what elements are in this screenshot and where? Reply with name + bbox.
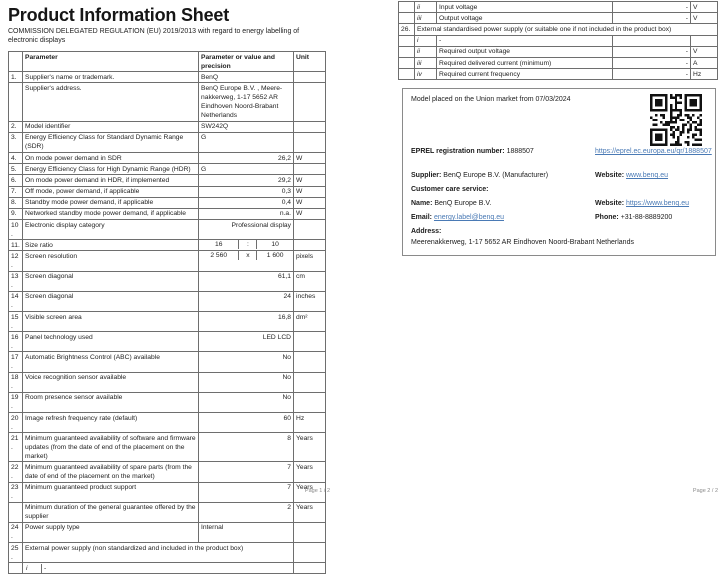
parameter-cell: Supplier's name or trademark. xyxy=(23,72,199,83)
value-cell: LED LCD xyxy=(199,332,294,352)
unit-cell: Years xyxy=(294,433,326,462)
table-row xyxy=(9,372,326,392)
parameter-cell: Voice recognition sensor available xyxy=(23,372,199,392)
table-row xyxy=(9,197,326,208)
website-label-1: Website: xyxy=(595,172,625,179)
row-number-cell: 10. xyxy=(9,220,23,240)
row-number-cell xyxy=(399,13,415,24)
page-title: Product Information Sheet xyxy=(8,5,230,25)
split-value-3: 1 600 xyxy=(266,252,284,260)
row-number-cell: 13. xyxy=(9,271,23,291)
row-number-cell: 9. xyxy=(9,208,23,219)
table-row xyxy=(399,35,718,46)
unit-cell xyxy=(691,35,718,46)
unit-cell xyxy=(294,72,326,83)
unit-cell: pixels xyxy=(294,251,326,271)
unit-cell xyxy=(294,392,326,412)
value-cell xyxy=(613,35,691,46)
row-number-cell xyxy=(399,2,415,13)
row-number-cell: 22. xyxy=(9,462,23,482)
unit-cell xyxy=(294,83,326,121)
table-row xyxy=(9,164,326,175)
table-row xyxy=(9,83,326,121)
unit-cell: cm xyxy=(294,271,326,291)
row-number-cell: 1. xyxy=(9,72,23,83)
table-row xyxy=(9,312,326,332)
parameter-cell: Screen resolution xyxy=(23,251,199,271)
row-number-cell xyxy=(399,69,415,80)
phone-label: Phone: xyxy=(595,214,619,221)
row-number-cell: 23. xyxy=(9,482,23,502)
unit-cell xyxy=(294,352,326,372)
value-split-cell xyxy=(199,240,294,251)
parameter-cell: Power supply type xyxy=(23,522,199,542)
row-number-cell: 12. xyxy=(9,251,23,271)
phone-value: +31-88-8889200 xyxy=(620,214,673,221)
table-row xyxy=(9,352,326,372)
parameter-cell: On mode power demand in SDR xyxy=(23,152,199,163)
table-row xyxy=(9,208,326,219)
unit-cell: Years xyxy=(294,502,326,522)
unit-cell: V xyxy=(691,46,718,57)
unit-cell xyxy=(294,522,326,542)
row-number-cell: 4. xyxy=(9,152,23,163)
unit-cell xyxy=(294,372,326,392)
table-row xyxy=(9,251,326,271)
row-number-cell: 6. xyxy=(9,175,23,186)
table-row xyxy=(9,522,326,542)
span-text-cell: External power supply (non standardized and included in the product box) xyxy=(23,543,294,563)
parameter-cell: Required delivered current (minimum) xyxy=(437,57,613,68)
unit-cell xyxy=(294,240,326,251)
value-cell: No xyxy=(199,372,294,392)
row-number-cell xyxy=(9,83,23,121)
sub-numeral: i xyxy=(25,564,42,573)
email-line xyxy=(411,214,504,221)
table-row xyxy=(399,46,718,57)
row-number-cell xyxy=(399,57,415,68)
unit-cell: Hz xyxy=(294,412,326,432)
table-row xyxy=(399,69,718,80)
table-row xyxy=(9,502,326,522)
eprel-registration-line xyxy=(411,148,534,155)
sub-numeral-cell: ii xyxy=(415,46,437,57)
split-value-2: : xyxy=(238,240,257,249)
care-name-line xyxy=(411,200,491,207)
unit-cell xyxy=(294,121,326,132)
value-cell: 0,3 xyxy=(199,186,294,197)
row-number-cell: 26. xyxy=(399,24,415,35)
unit-cell: V xyxy=(691,13,718,24)
sub-numeral-cell: i xyxy=(415,35,437,46)
eprel-link[interactable]: https://eprel.ec.europa.eu/qr/1888507 xyxy=(595,148,712,155)
customer-care-heading: Customer care service: xyxy=(411,186,489,193)
row-number-cell: 8. xyxy=(9,197,23,208)
supplier-line xyxy=(411,172,548,179)
parameter-cell: Energy Efficiency Class for Standard Dynamic Range (SDR) xyxy=(23,132,199,152)
value-cell: - xyxy=(613,46,691,57)
value-cell: n.a. xyxy=(199,208,294,219)
row-number-cell: 15. xyxy=(9,312,23,332)
parameter-cell: Minimum guaranteed availability of software and firmware updates (from the date of end of the placement on the market) xyxy=(23,433,199,462)
table-row xyxy=(9,220,326,240)
website-link-1[interactable]: www.benq.eu xyxy=(626,172,669,179)
unit-cell xyxy=(294,132,326,152)
parameter-cell: Electronic display category xyxy=(23,220,199,240)
value-cell: BenQ xyxy=(199,72,294,83)
table-row xyxy=(9,132,326,152)
page-number-left: Page 1 / 2 xyxy=(304,488,330,494)
table-row xyxy=(9,72,326,83)
parameter-cell: Image refresh frequency rate (default) xyxy=(23,412,199,432)
website-label-2: Website: xyxy=(595,200,625,207)
parameter-cell: Required current frequency xyxy=(437,69,613,80)
value-cell: 24 xyxy=(199,291,294,311)
row-number-cell: 19. xyxy=(9,392,23,412)
website-link-2[interactable]: https://www.benq.eu xyxy=(626,200,690,207)
parameter-cell: Minimum guaranteed product support xyxy=(23,482,199,502)
parameter-cell: On mode power demand in HDR, if implemented xyxy=(23,175,199,186)
parameter-cell: Model identifier xyxy=(23,121,199,132)
parameter-cell: Room presence sensor available xyxy=(23,392,199,412)
unit-cell xyxy=(294,563,326,574)
row-number-cell: 16. xyxy=(9,332,23,352)
value-cell: - xyxy=(613,2,691,13)
unit-cell: dm² xyxy=(294,312,326,332)
value-cell: 8 xyxy=(199,433,294,462)
unit-cell xyxy=(294,220,326,240)
row-number-cell: 3. xyxy=(9,132,23,152)
parameter-cell: Screen diagonal xyxy=(23,291,199,311)
qr-code-icon xyxy=(650,94,702,146)
table-row xyxy=(399,57,718,68)
unit-cell: A xyxy=(691,57,718,68)
table-row xyxy=(399,2,718,13)
parameter-cell: Standby mode power demand, if applicable xyxy=(23,197,199,208)
parameter-cell: Minimum guaranteed availability of spare parts (from the date of end of the placement on the market) xyxy=(23,462,199,482)
value-cell: 29,2 xyxy=(199,175,294,186)
row-number-cell: 20. xyxy=(9,412,23,432)
unit-cell: W xyxy=(294,197,326,208)
parameter-cell: Visible screen area xyxy=(23,312,199,332)
parameter-cell: Off mode, power demand, if applicable xyxy=(23,186,199,197)
table-row xyxy=(9,462,326,482)
parameter-cell: Networked standby mode power demand, if applicable xyxy=(23,208,199,219)
page-2 xyxy=(398,0,718,246)
split-value-2: x xyxy=(238,251,257,260)
unit-cell: W xyxy=(294,152,326,163)
value-cell: G xyxy=(199,132,294,152)
table-row xyxy=(9,240,326,251)
phone-line xyxy=(595,214,672,221)
value-cell: No xyxy=(199,352,294,372)
value-cell: 61,1 xyxy=(199,271,294,291)
supplier-info-box xyxy=(402,88,716,256)
value-cell: 16,8 xyxy=(199,312,294,332)
value-cell: - xyxy=(613,13,691,24)
row-number-cell: 21. xyxy=(9,433,23,462)
eprel-label: EPREL registration number: xyxy=(411,148,505,155)
row-number-cell: 17. xyxy=(9,352,23,372)
unit-cell: W xyxy=(294,175,326,186)
sub-numeral-cell: iii xyxy=(415,57,437,68)
value-cell: No xyxy=(199,392,294,412)
table-row xyxy=(9,291,326,311)
address-value: Meerenakkerweg, 1-17 5652 AR Eindhoven Noord-Brabant Netherlands xyxy=(411,239,634,246)
split-value-3: 10 xyxy=(271,241,279,249)
row-number-cell xyxy=(9,502,23,522)
unit-cell: W xyxy=(294,186,326,197)
email-link[interactable]: energy.label@benq.eu xyxy=(433,214,504,221)
unit-cell: W xyxy=(294,208,326,219)
sub-numeral-cell: ii xyxy=(415,2,437,13)
header-corner-cell xyxy=(9,52,23,72)
header-value: Parameter or value and precision xyxy=(199,52,294,72)
address-label: Address: xyxy=(411,228,442,235)
split-value-1: 16 xyxy=(215,241,223,249)
value-cell: BenQ Europe B.V. , Meere-nakkerweg, 1-17 5652 AR Eindhoven Noord-Brabant Netherlands xyxy=(199,83,294,121)
row-number-cell: 11. xyxy=(9,240,23,251)
page-number-right: Page 2 / 2 xyxy=(692,488,718,494)
table-row xyxy=(9,412,326,432)
value-cell: 60 xyxy=(199,412,294,432)
row-number-cell: 14. xyxy=(9,291,23,311)
sub-item-cell xyxy=(23,563,294,574)
value-cell: 26,2 xyxy=(199,152,294,163)
sub-numeral-cell: iv xyxy=(415,69,437,80)
unit-cell: Hz xyxy=(691,69,718,80)
unit-cell: V xyxy=(691,2,718,13)
table-row xyxy=(9,543,326,563)
unit-cell xyxy=(294,332,326,352)
value-cell: 7 xyxy=(199,482,294,502)
value-cell: SW242Q xyxy=(199,121,294,132)
unit-cell: inches xyxy=(294,291,326,311)
split-value-1: 2 560 xyxy=(210,252,228,260)
email-label: Email: xyxy=(411,214,433,221)
table-row xyxy=(9,121,326,132)
value-cell: 0,4 xyxy=(199,197,294,208)
parameter-cell: - xyxy=(437,35,613,46)
parameter-cell: Minimum duration of the general guarantee offered by the supplier xyxy=(23,502,199,522)
value-cell: - xyxy=(613,57,691,68)
regulation-subtitle: COMMISSION DELEGATED REGULATION (EU) 2019/2013 with regard to energy labelling of electronic displays xyxy=(8,28,300,44)
table-row xyxy=(9,392,326,412)
eprel-number: 1888507 xyxy=(506,148,534,155)
value-cell: 7 xyxy=(199,462,294,482)
sub-numeral-cell: iii xyxy=(415,13,437,24)
parameter-cell: Automatic Brightness Control (ABC) available xyxy=(23,352,199,372)
website-line-1 xyxy=(595,172,668,179)
row-number-cell: 24. xyxy=(9,522,23,542)
row-number-cell xyxy=(399,46,415,57)
name-value: BenQ Europe B.V. xyxy=(434,200,492,207)
parameter-cell: Output voltage xyxy=(437,13,613,24)
value-split-cell xyxy=(199,251,294,271)
row-number-cell: 18. xyxy=(9,372,23,392)
row-number-cell xyxy=(9,563,23,574)
value-cell: Internal xyxy=(199,522,294,542)
supplier-label: Supplier: xyxy=(411,172,442,179)
table-row xyxy=(9,186,326,197)
value-cell: Professional display xyxy=(199,220,294,240)
power-supply-table xyxy=(398,1,718,80)
value-cell: 2 xyxy=(199,502,294,522)
value-cell: - xyxy=(613,69,691,80)
table-row xyxy=(9,433,326,462)
table-row xyxy=(9,332,326,352)
product-parameters-table xyxy=(8,51,326,574)
table-row xyxy=(399,13,718,24)
header-parameter: Parameter xyxy=(23,52,199,72)
name-label: Name: xyxy=(411,200,433,207)
header-unit: Unit xyxy=(294,52,326,72)
row-number-cell xyxy=(399,35,415,46)
unit-cell: Years xyxy=(294,482,326,502)
table-row xyxy=(399,24,718,35)
unit-cell: Years xyxy=(294,462,326,482)
unit-cell xyxy=(294,164,326,175)
table-row xyxy=(9,175,326,186)
parameter-cell: Panel technology used xyxy=(23,332,199,352)
row-number-cell: 5. xyxy=(9,164,23,175)
table-row xyxy=(9,271,326,291)
parameter-cell: Input voltage xyxy=(437,2,613,13)
website-line-2 xyxy=(595,200,689,207)
row-number-cell: 2. xyxy=(9,121,23,132)
row-number-cell: 25. xyxy=(9,543,23,563)
market-placement-line: Model placed on the Union market from 07/03/2024 xyxy=(411,96,571,103)
span-text-cell: External standardised power supply (or suitable one if not included in the product box) xyxy=(415,24,718,35)
table-header-row xyxy=(9,52,326,72)
row-number-cell: 7. xyxy=(9,186,23,197)
value-cell: G xyxy=(199,164,294,175)
table-row xyxy=(9,563,326,574)
parameter-cell: Size ratio xyxy=(23,240,199,251)
table-row xyxy=(9,152,326,163)
supplier-value: BenQ Europe B.V. (Manufacturer) xyxy=(443,172,549,179)
parameter-cell: Energy Efficiency Class for High Dynamic Range (HDR) xyxy=(23,164,199,175)
parameter-cell: Supplier's address. xyxy=(23,83,199,121)
parameter-cell: Screen diagonal xyxy=(23,271,199,291)
unit-cell xyxy=(294,543,326,563)
parameter-cell: Required output voltage xyxy=(437,46,613,57)
sub-value: - xyxy=(44,564,47,572)
